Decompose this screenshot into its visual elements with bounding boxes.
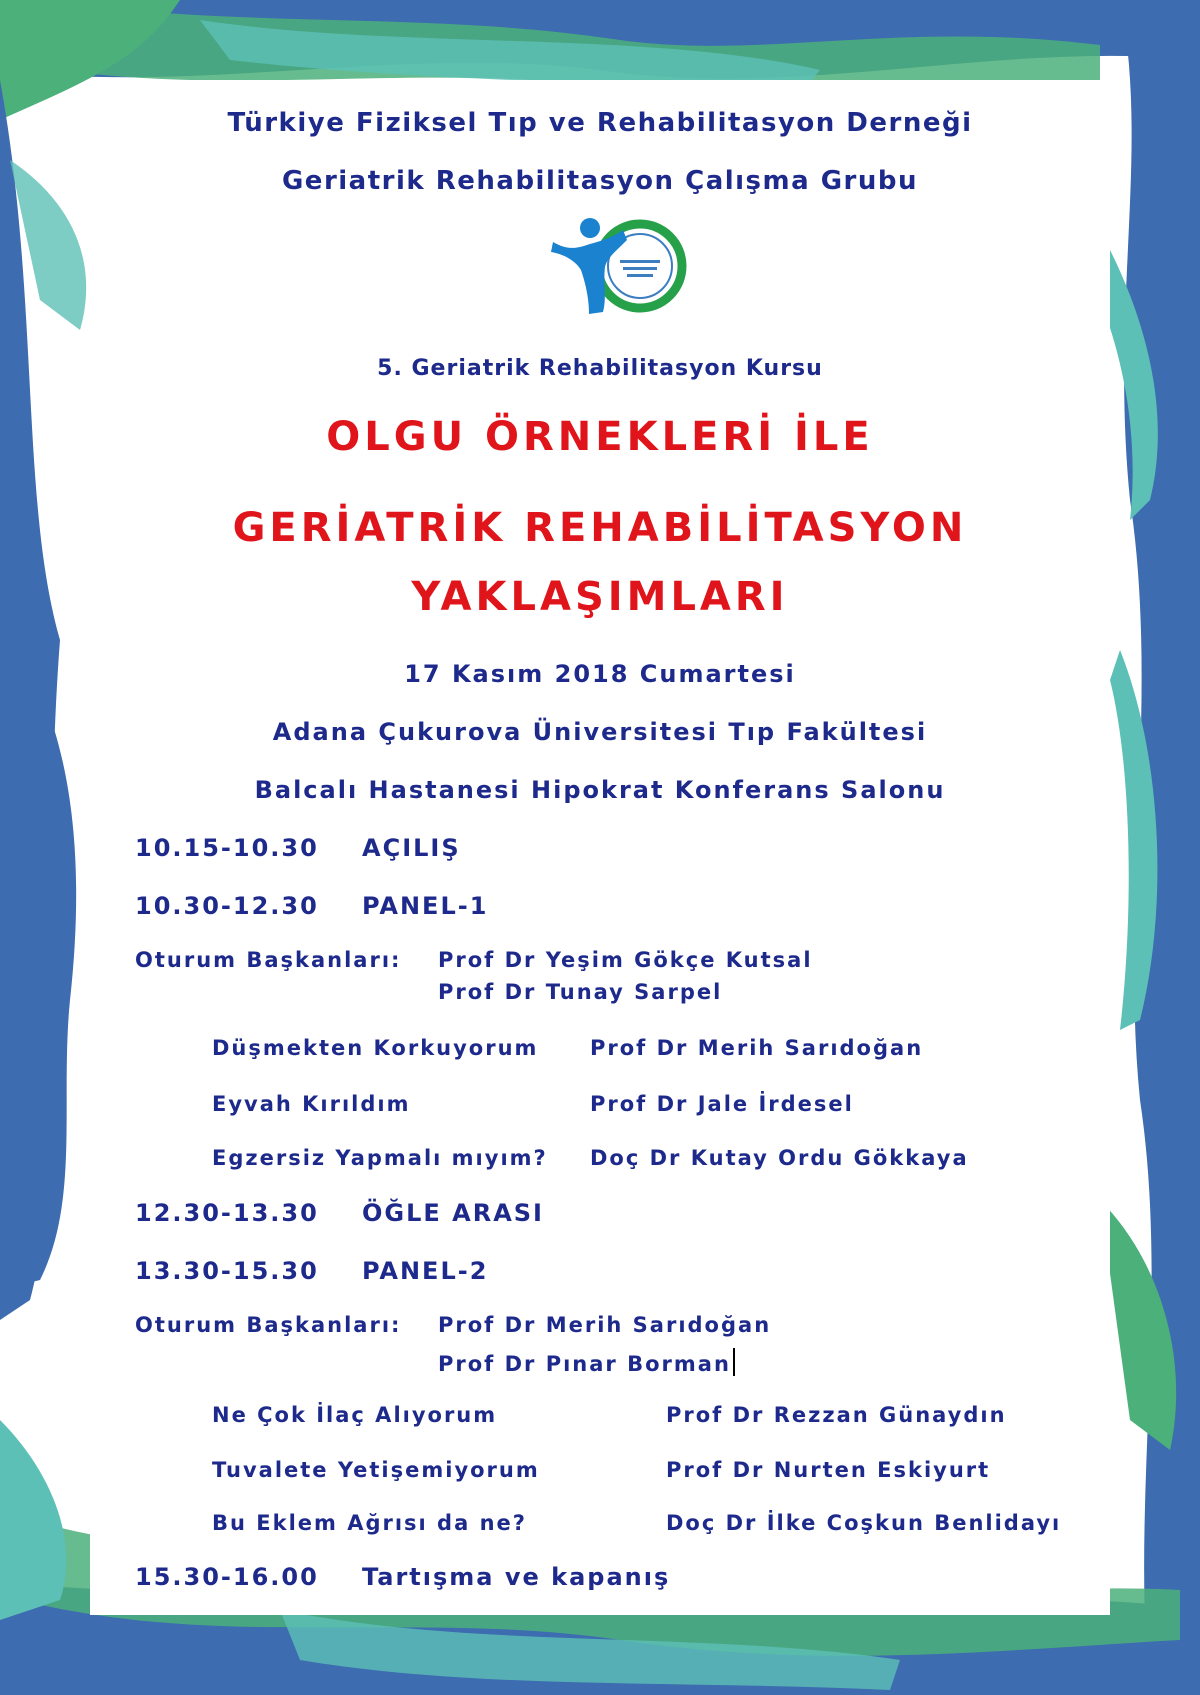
panel1-talk1-speaker: Prof Dr Merih Sarıdoğan	[590, 1036, 924, 1060]
panel2-talk2-speaker: Prof Dr Nurten Eskiyurt	[666, 1458, 991, 1482]
venue-line2: Balcalı Hastanesi Hipokrat Konferans Salonu	[254, 776, 946, 804]
panel2-chairs-label: Oturum Başkanları:	[135, 1313, 402, 1337]
panel1-talk2-speaker: Prof Dr Jale İrdesel	[590, 1092, 854, 1116]
panel2-talk1-title: Ne Çok İlaç Alıyorum	[212, 1403, 498, 1427]
panel1-chair-2: Prof Dr Tunay Sarpel	[438, 980, 723, 1004]
course-title-line3: YAKLAŞIMLARI	[411, 574, 789, 620]
panel1-talk2-title: Eyvah Kırıldım	[212, 1092, 411, 1116]
course-subtitle: 5. Geriatrik Rehabilitasyon Kursu	[377, 356, 823, 381]
opening-label: AÇILIŞ	[362, 834, 461, 862]
text-cursor	[733, 1348, 735, 1376]
course-title-line1: OLGU ÖRNEKLERİ İLE	[326, 414, 874, 460]
closing-time: 15.30-16.00	[135, 1563, 319, 1591]
event-date: 17 Kasım 2018 Cumartesi	[404, 660, 796, 688]
working-group-logo	[545, 212, 695, 322]
course-title-line2: GERİATRİK REHABİLİTASYON	[232, 505, 968, 551]
panel1-chair-1: Prof Dr Yeşim Gökçe Kutsal	[438, 948, 813, 972]
panel1-label: PANEL-1	[362, 892, 489, 920]
working-group-name: Geriatrik Rehabilitasyon Çalışma Grubu	[281, 166, 919, 196]
panel1-talk3-speaker: Doç Dr Kutay Ordu Gökkaya	[590, 1146, 969, 1170]
panel1-talk1-title: Düşmekten Korkuyorum	[212, 1036, 539, 1060]
panel2-time: 13.30-15.30	[135, 1257, 319, 1285]
panel2-talk3-speaker: Doç Dr İlke Coşkun Benlidayı	[666, 1511, 1062, 1535]
lunch-time: 12.30-13.30	[135, 1199, 319, 1227]
closing-label: Tartışma ve kapanış	[362, 1563, 671, 1591]
panel2-chair-2: Prof Dr Pınar Borman	[438, 1352, 731, 1376]
panel2-talk3-title: Bu Eklem Ağrısı da ne?	[212, 1511, 527, 1535]
opening-time: 10.15-10.30	[135, 834, 319, 862]
lunch-label: ÖĞLE ARASI	[362, 1199, 544, 1227]
panel2-chair-1: Prof Dr Merih Sarıdoğan	[438, 1313, 772, 1337]
panel2-talk1-speaker: Prof Dr Rezzan Günaydın	[666, 1403, 1007, 1427]
panel1-talk3-title: Egzersiz Yapmalı mıyım?	[212, 1146, 548, 1170]
panel2-talk2-title: Tuvalete Yetişemiyorum	[212, 1458, 540, 1482]
venue-line1: Adana Çukurova Üniversitesi Tıp Fakültesi	[272, 718, 928, 746]
panel1-time: 10.30-12.30	[135, 892, 319, 920]
panel2-chair-2-wrapper	[438, 1348, 735, 1376]
organization-name: Türkiye Fiziksel Tıp ve Rehabilitasyon Derneği	[227, 108, 973, 138]
panel1-chairs-label: Oturum Başkanları:	[135, 948, 402, 972]
panel2-label: PANEL-2	[362, 1257, 489, 1285]
